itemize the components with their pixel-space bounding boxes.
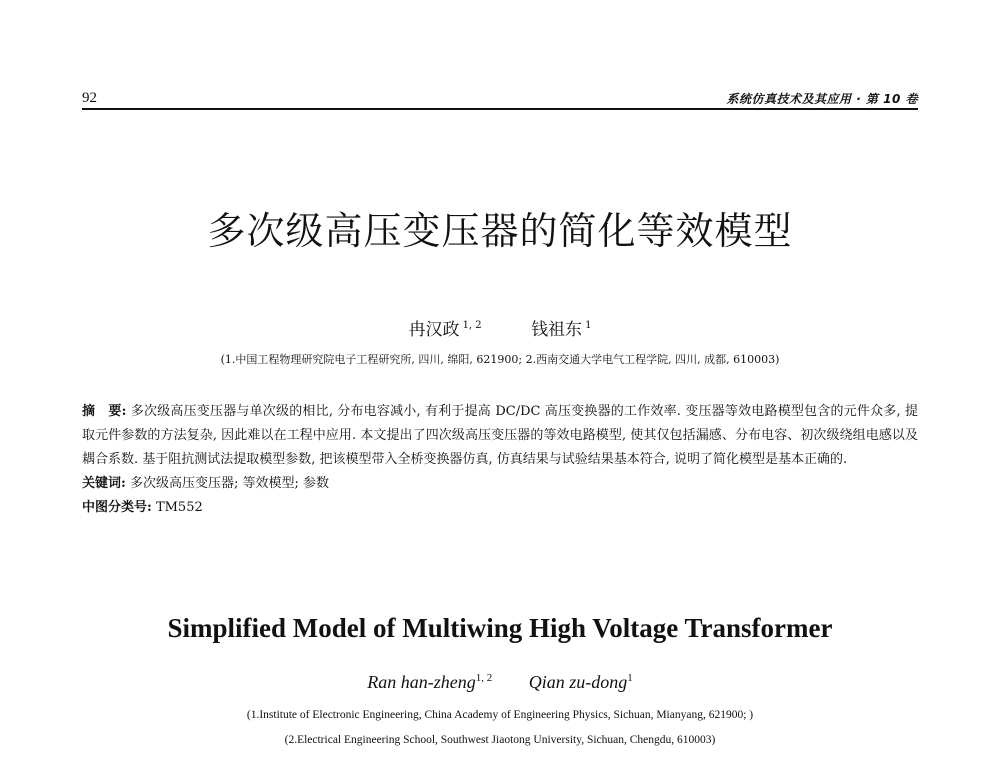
author-name: Qian zu-dong [528, 672, 628, 692]
author-2 [531, 320, 591, 340]
journal-name: 系统仿真技术及其应用 · 第 10 卷 [726, 92, 918, 106]
english-affiliation-2: (2.Electrical Engineering School, Southwest Jiaotong University, Sichuan, Chengdu, 610003) [284, 734, 716, 746]
abstract-paragraph [82, 400, 918, 472]
author-affil-mark: 1 [627, 672, 633, 684]
classification-line [82, 496, 918, 520]
abstract-section [82, 400, 918, 520]
running-header [82, 88, 918, 110]
classification-label: 中图分类号: [82, 500, 152, 515]
author-name: 钱祖东 [531, 320, 583, 340]
chinese-title: 多次级高压变压器的简化等效模型 [207, 209, 793, 253]
english-title: Simplified Model of Multiwing High Voltage Transformer [167, 613, 833, 643]
english-authors [0, 672, 1000, 693]
abstract-label: 摘 要: [82, 404, 127, 419]
abstract-text: 多次级高压变压器与单次级的相比, 分布电容减小, 有利于提高 DC/DC 高压变换器的工作效率. 变压器等效电路模型包含的元件众多, 提取元件参数的方法复杂, 因此难以在工程中应用. 本文提出了四次级高压变压器的等效电路模型, 使其仅包括漏感、分布电容、初次级绕组电感以及耦合系数. 基于阻抗测试法提取模型参数, 把该模型带入全桥变换器仿真, 仿真结果与试验结果基本符合, 说明了简化模型是基本正确的. [82, 404, 918, 467]
keywords-line [82, 472, 918, 496]
keywords-text: 多次级高压变压器; 等效模型; 参数 [129, 476, 329, 491]
author-1 [409, 320, 482, 340]
author-1-en [367, 672, 492, 692]
author-affil-mark: 1, 2 [462, 320, 482, 332]
classification-code: TM552 [155, 500, 203, 515]
author-affil-mark: 1, 2 [475, 672, 493, 684]
author-2-en [529, 672, 633, 692]
page-number: 92 [82, 90, 97, 106]
author-name: Ran han-zheng [367, 672, 476, 692]
chinese-authors [0, 315, 1000, 340]
author-name: 冉汉政 [408, 320, 460, 340]
chinese-affiliation: (1.中国工程物理研究院电子工程研究所, 四川, 绵阳, 621900; 2.西南交通大学电气工程学院, 四川, 成都, 610003) [220, 353, 780, 366]
keywords-label: 关键词: [82, 476, 126, 491]
english-affiliation-1: (1.Institute of Electronic Engineering, China Academy of Engineering Physics, Sichuan, Mianyang, 621900; ) [246, 709, 754, 721]
author-affil-mark: 1 [585, 320, 592, 332]
